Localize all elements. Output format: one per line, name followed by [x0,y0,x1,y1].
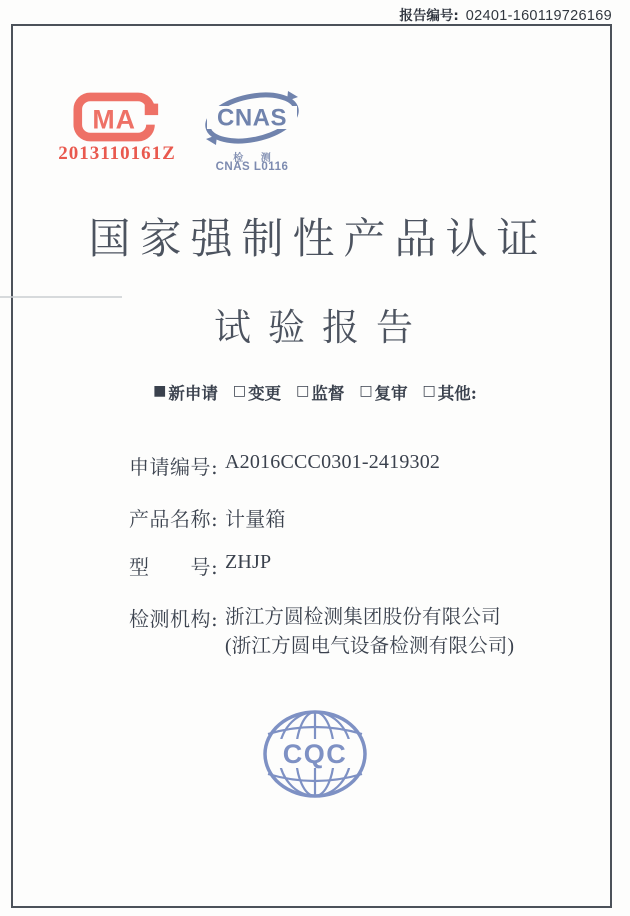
report-number-value: 02401-160119726169 [465,8,612,24]
report-number [399,4,612,24]
field-label: 产品名称: [129,507,219,531]
cnas-logo-text: CNAS [216,104,288,132]
checked-box-icon: ■ [153,383,167,399]
field-product-name [129,503,286,532]
cnas-logo-icon [202,86,302,150]
field-value [225,603,514,661]
checkbox-other [423,380,477,404]
cma-certificate-number: 2013110161Z [58,143,176,164]
unchecked-box-icon: □ [232,383,247,399]
field-label: 申请编号: [129,455,219,479]
application-type-row [0,380,630,404]
checkbox-new-application [153,380,218,404]
field-testing-lab [129,603,514,661]
cma-logo-icon [73,92,161,142]
field-label: 检测机构: [129,607,219,631]
cnas-caption: 检 测 [233,153,278,164]
checkbox-label: 其他: [437,384,477,403]
field-value: A2016CCC0301-2419302 [225,451,441,473]
field-value: ZHJP [225,551,272,573]
unchecked-box-icon: □ [422,383,436,399]
checkbox-review [359,380,407,404]
cqc-logo-icon [262,708,368,800]
checkbox-supervision [296,380,344,404]
checkbox-label: 复审 [374,384,408,403]
lab-name-line1: 浙江方圆检测集团股份有限公司 [225,607,501,628]
cqc-logo-text: CQC [282,739,348,769]
field-label: 型 号: [129,555,219,579]
checkbox-change [233,380,281,404]
field-application-number [129,451,440,480]
unchecked-box-icon: □ [296,383,310,399]
field-model [129,551,271,580]
checkbox-label: 变更 [248,384,282,403]
sub-title: 试验报告 [214,306,430,349]
checkbox-label: 新申请 [168,384,218,403]
field-value: 计量箱 [225,509,286,531]
unchecked-box-icon: □ [359,383,373,399]
main-title: 国家强制性产品认证 [88,214,548,263]
checkbox-label: 监督 [311,384,345,403]
report-number-label: 报告编号: [399,8,459,24]
cnas-accreditation-code: CNAS L0116 [215,161,289,173]
cma-logo-text: MA [92,104,136,135]
lab-name-line2: (浙江方圆电气设备检测有限公司) [225,636,515,657]
